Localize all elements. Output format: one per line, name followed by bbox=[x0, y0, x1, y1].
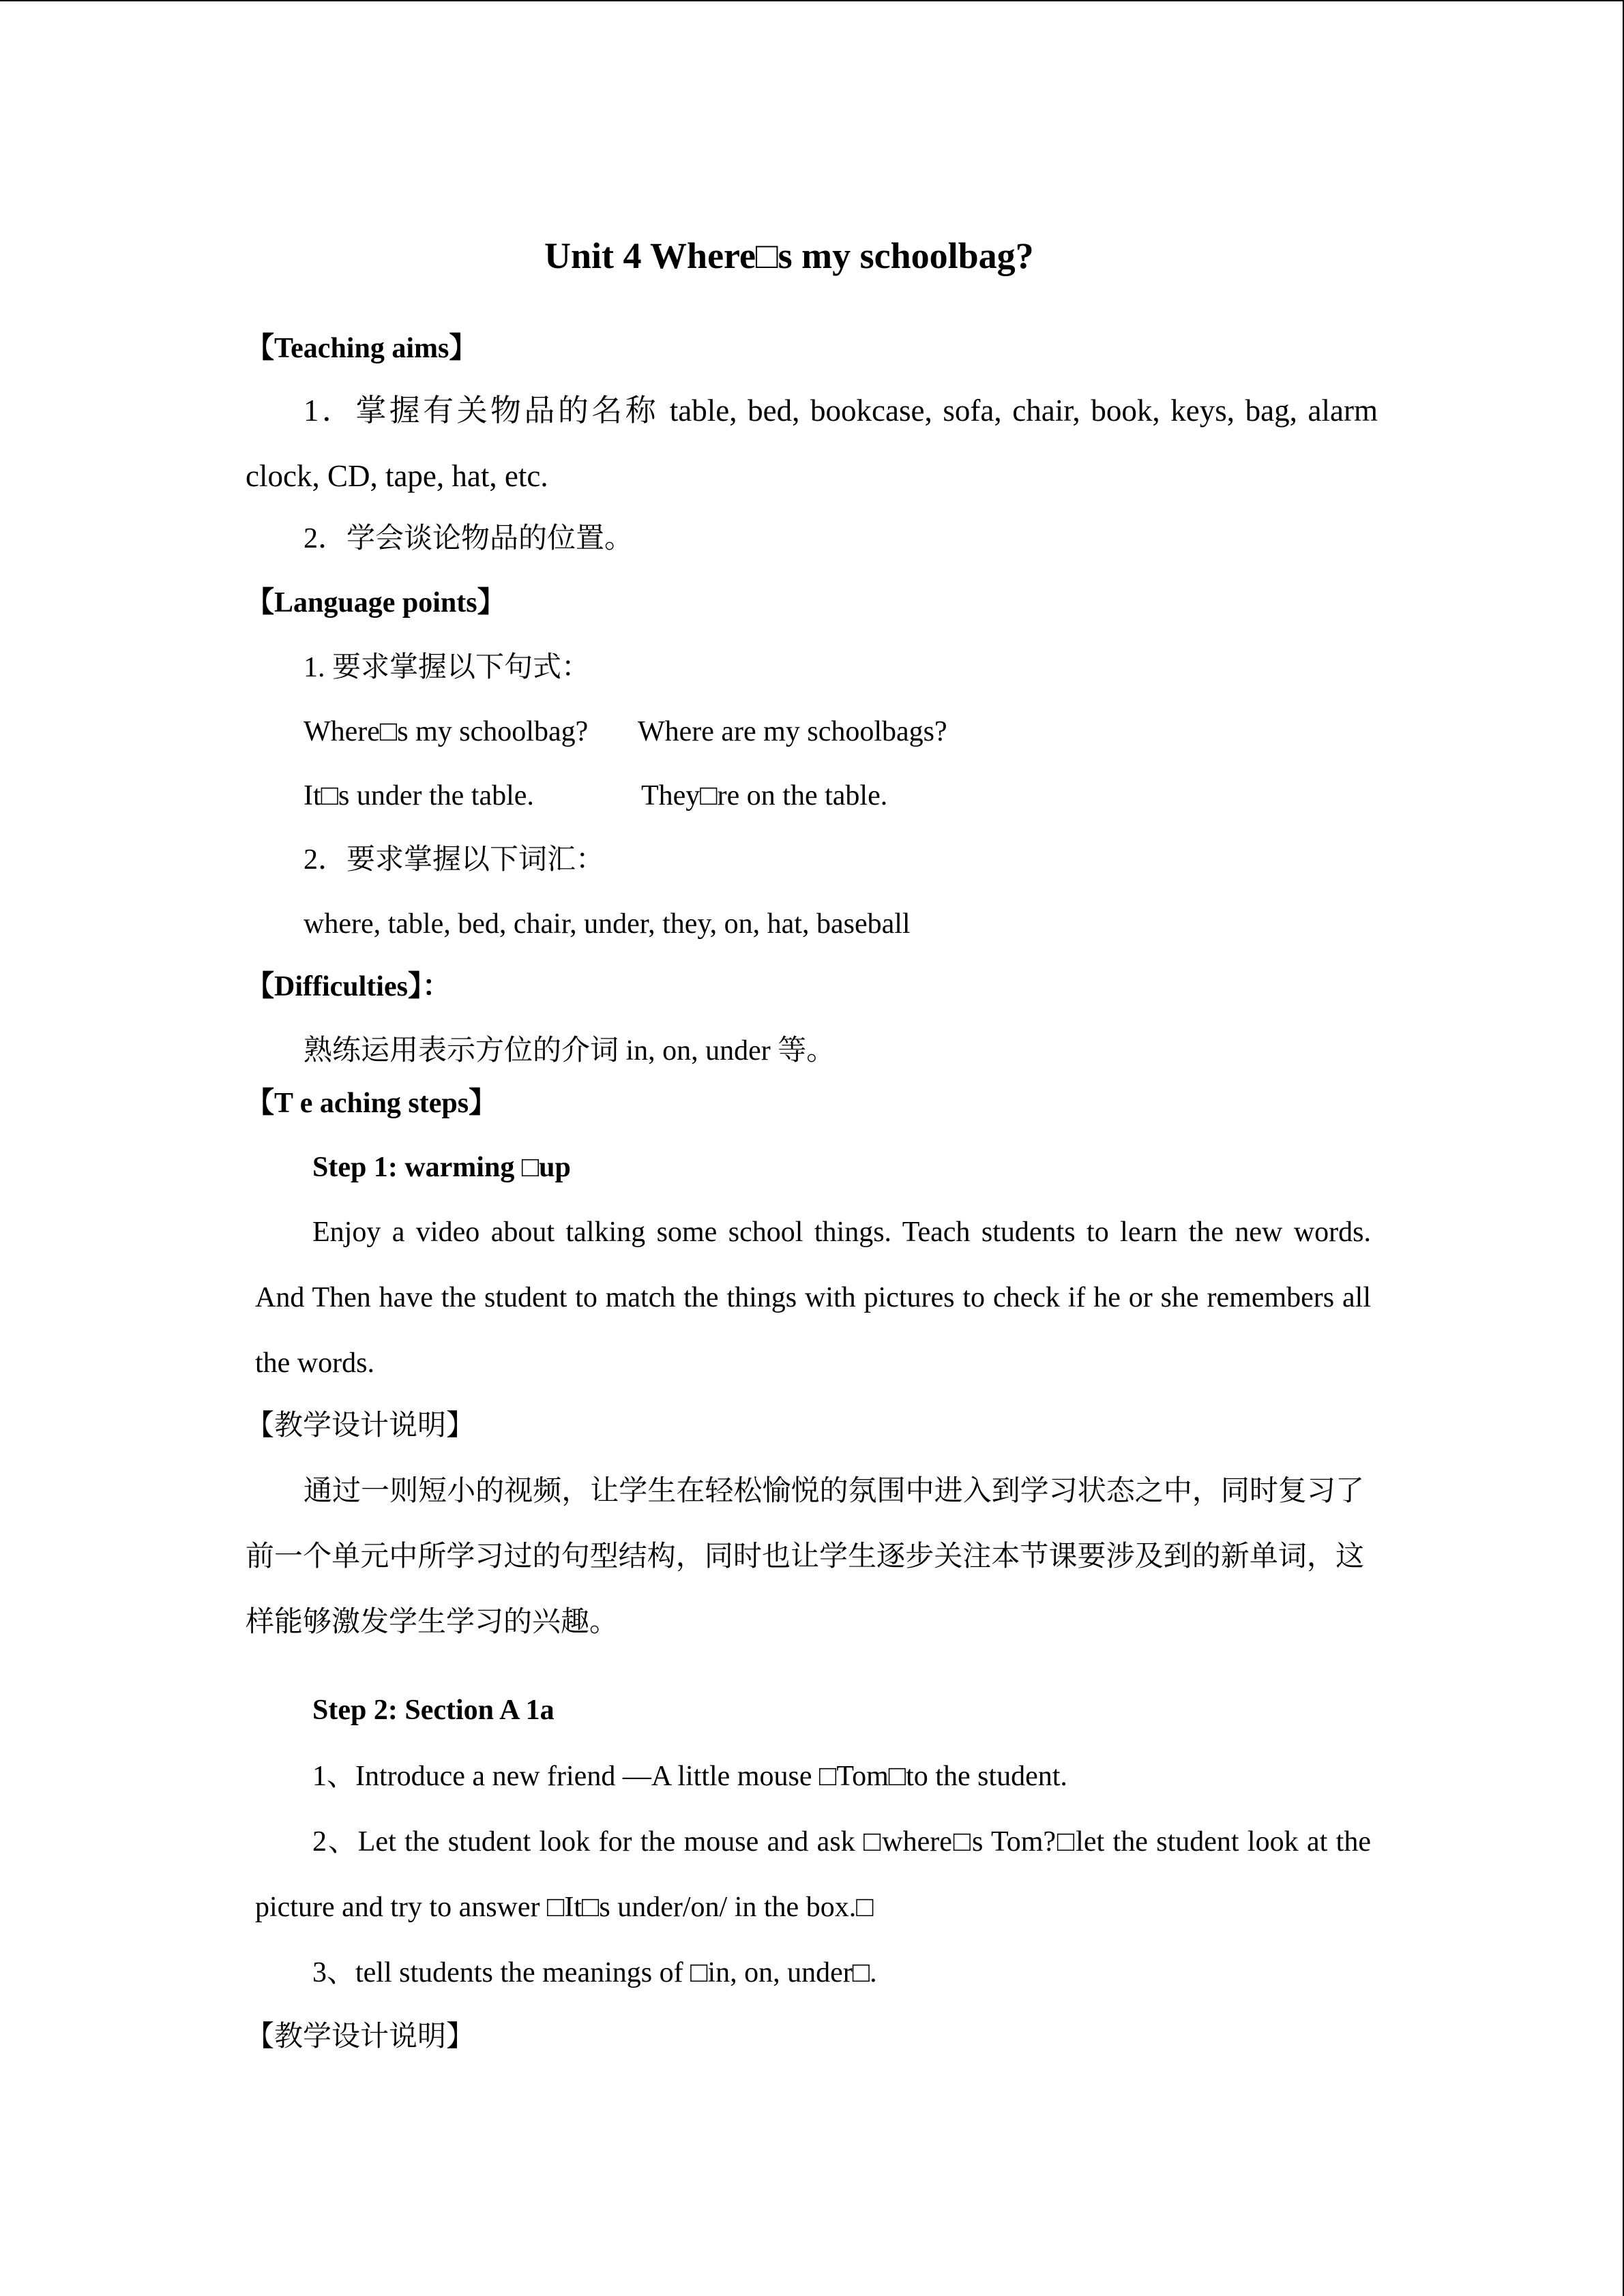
difficulties-heading: 【Difficulties】： bbox=[246, 971, 451, 1002]
teaching-aims-item-2: 2．学会谈论物品的位置。 bbox=[304, 523, 634, 554]
design-note-1-heading: 【教学设计说明】 bbox=[246, 1410, 475, 1442]
step-2-item-1: 1、Introduce a new friend —A little mouse □Tom□to the student. bbox=[312, 1761, 1067, 1792]
language-points-heading: 【Language points】 bbox=[246, 587, 506, 618]
design-note-1-line-3: 样能够激发学生学习的兴趣。 bbox=[246, 1607, 619, 1638]
difficulties-text: 熟练运用表示方位的介词 in, on, under 等。 bbox=[304, 1035, 836, 1067]
language-points-item-1: 1. 要求掌握以下句式： bbox=[304, 652, 591, 683]
vocabulary-list: where, table, bed, chair, under, they, on, hat, baseball bbox=[304, 908, 911, 940]
step-2-item-3: 3、tell students the meanings of □in, on, under□. bbox=[312, 1957, 877, 1988]
step-1-title: Step 1: warming □up bbox=[312, 1152, 571, 1183]
design-note-1-line-1: 通过一则短小的视频，让学生在轻松愉悦的氛围中进入到学习状态之中，同时复习了 bbox=[304, 1476, 1364, 1507]
teaching-aims-heading: 【Teaching aims】 bbox=[246, 333, 478, 364]
teaching-aims-item-1-cont: clock, CD, tape, hat, etc. bbox=[246, 459, 548, 493]
design-note-2-heading: 【教学设计说明】 bbox=[246, 2021, 475, 2053]
sentence-it-is: It□s under the table. bbox=[304, 780, 534, 811]
page-title: Unit 4 Where□s my schoolbag? bbox=[544, 235, 1034, 276]
step-1-line-3: the words. bbox=[255, 1347, 374, 1379]
design-note-1-line-2: 前一个单元中所学习过的句型结构，同时也让学生逐步关注本节课要涉及到的新单词，这 bbox=[246, 1541, 1364, 1572]
sentence-where-are: Where are my schoolbags? bbox=[638, 716, 947, 747]
teaching-steps-heading: 【T e aching steps】 bbox=[246, 1088, 498, 1119]
step-2-item-2: 2、Let the student look for the mouse and ask □where□s Tom?□let the student look at the bbox=[312, 1826, 1371, 1858]
language-points-item-2: 2．要求掌握以下词汇： bbox=[304, 844, 605, 876]
sentence-where-is: Where□s my schoolbag? bbox=[304, 716, 589, 747]
step-1-line-2: And Then have the student to match the things with pictures to check if he or she remembers all bbox=[255, 1282, 1371, 1313]
step-2-title: Step 2: Section A 1a bbox=[312, 1695, 555, 1726]
sentence-they-are: They□re on the table. bbox=[641, 780, 888, 811]
step-2-item-2-cont: picture and try to answer □It□s under/on/ in the box.□ bbox=[255, 1892, 874, 1923]
teaching-aims-item-1: 1．掌握有关物品的名称 table, bed, bookcase, sofa, chair, book, keys, bag, alarm bbox=[304, 393, 1378, 428]
step-1-line-1: Enjoy a video about talking some school things. Teach students to learn the new words. bbox=[312, 1217, 1371, 1248]
